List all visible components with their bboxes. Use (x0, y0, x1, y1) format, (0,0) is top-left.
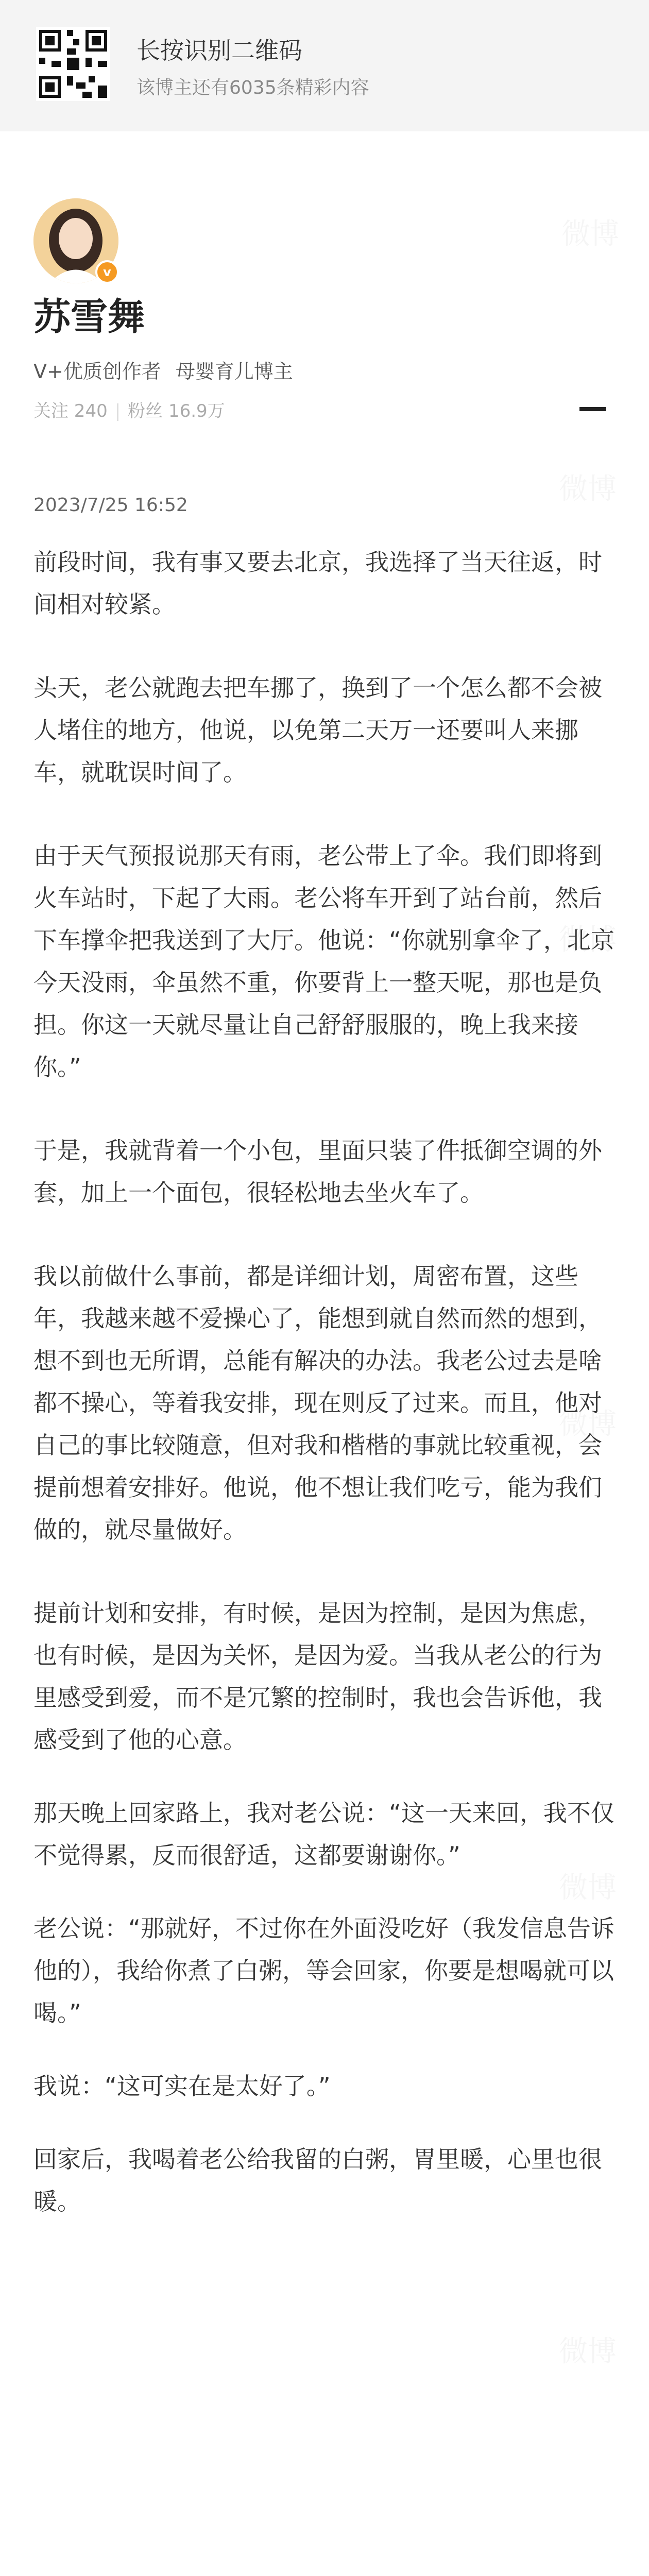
paragraph: 头天，老公就跑去把车挪了，换到了一个怎么都不会被人堵住的地方，他说，以免第二天万一还要叫人来挪车，就耽误时间了。 (33, 674, 602, 786)
qr-code-icon[interactable] (36, 27, 110, 101)
paragraph: 那天晚上回家路上，我对老公说：“这一天来回，我不仅不觉得累，反而很舒适，这都要谢谢你。” (33, 1799, 614, 1869)
user-role (33, 355, 293, 384)
paragraph: 于是，我就背着一个小包，里面只装了件抵御空调的外套，加上一个面包，很轻松地去坐火车了。 (33, 1137, 602, 1207)
paragraph: 老公说：“那就好，不过你在外面没吃好（我发信息告诉他的），我给你煮了白粥，等会回家，你要是想喝就可以喝。” (33, 1914, 614, 2027)
watermark-text (561, 211, 619, 252)
paragraph: 回家后，我喝着老公给我留的白粥，胃里暖，心里也很暖。 (33, 2145, 602, 2215)
follow-count[interactable]: 关注 240 (33, 401, 108, 421)
top-banner-title: 长按识别二维码 (136, 37, 302, 64)
fans-count[interactable]: 粉丝 16.9万 (128, 401, 225, 421)
paragraph: 我说：“这可实在是太好了。” (33, 2072, 331, 2100)
top-banner (0, 0, 649, 131)
creator-label: V+优质创作者 (33, 360, 161, 383)
watermark-text (559, 2329, 617, 2370)
minus-icon[interactable] (579, 407, 606, 411)
paragraph: 提前计划和安排，有时候，是因为控制，是因为焦虑，也有时候，是因为关怀，是因为爱。当我从老公的行为里感受到爱，而不是冗繁的控制时，我也会告诉他，我感受到了他的心意。 (33, 1599, 602, 1754)
paragraph: 由于天气预报说那天有雨，老公带上了伞。我们即将到火车站时，下起了大雨。老公将车开到了站台前，然后下车撑伞把我送到了大厅。他说：“你就别拿伞了，北京今天没雨，伞虽然不重，你要背上一整天呢，那也是负担。你这一天就尽量让自己舒舒服服的，晚上我来接你。” (33, 842, 614, 1081)
paragraph: 前段时间，我有事又要去北京，我选择了当天往返，时间相对较紧。 (33, 548, 602, 618)
user-name[interactable]: 苏雪舞 (33, 295, 145, 338)
paragraph: 我以前做什么事前，都是详细计划，周密布置，这些年，我越来越不爱操心了，能想到就自然而然的想到，想不到也无所谓，总能有解决的办法。我老公过去是啥都不操心，等着我安排，现在则反了过来。而且，他对自己的事比较随意，但对我和楷楷的事就比较重视，会提前想着安排好。他说，他不想让我们吃亏，能为我们做的，就尽量做好。 (33, 1262, 602, 1544)
post-content (33, 541, 616, 2264)
top-banner-subtitle: 该博主还有6035条精彩内容 (136, 77, 369, 98)
verified-badge-icon: v (95, 260, 119, 284)
post-date: 2023/7/25 16:52 (33, 495, 188, 516)
user-stats: 关注 240 | 粉丝 16.9万 (33, 401, 225, 421)
watermark-text (559, 466, 617, 507)
category-label: 母婴育儿博主 (175, 360, 293, 383)
